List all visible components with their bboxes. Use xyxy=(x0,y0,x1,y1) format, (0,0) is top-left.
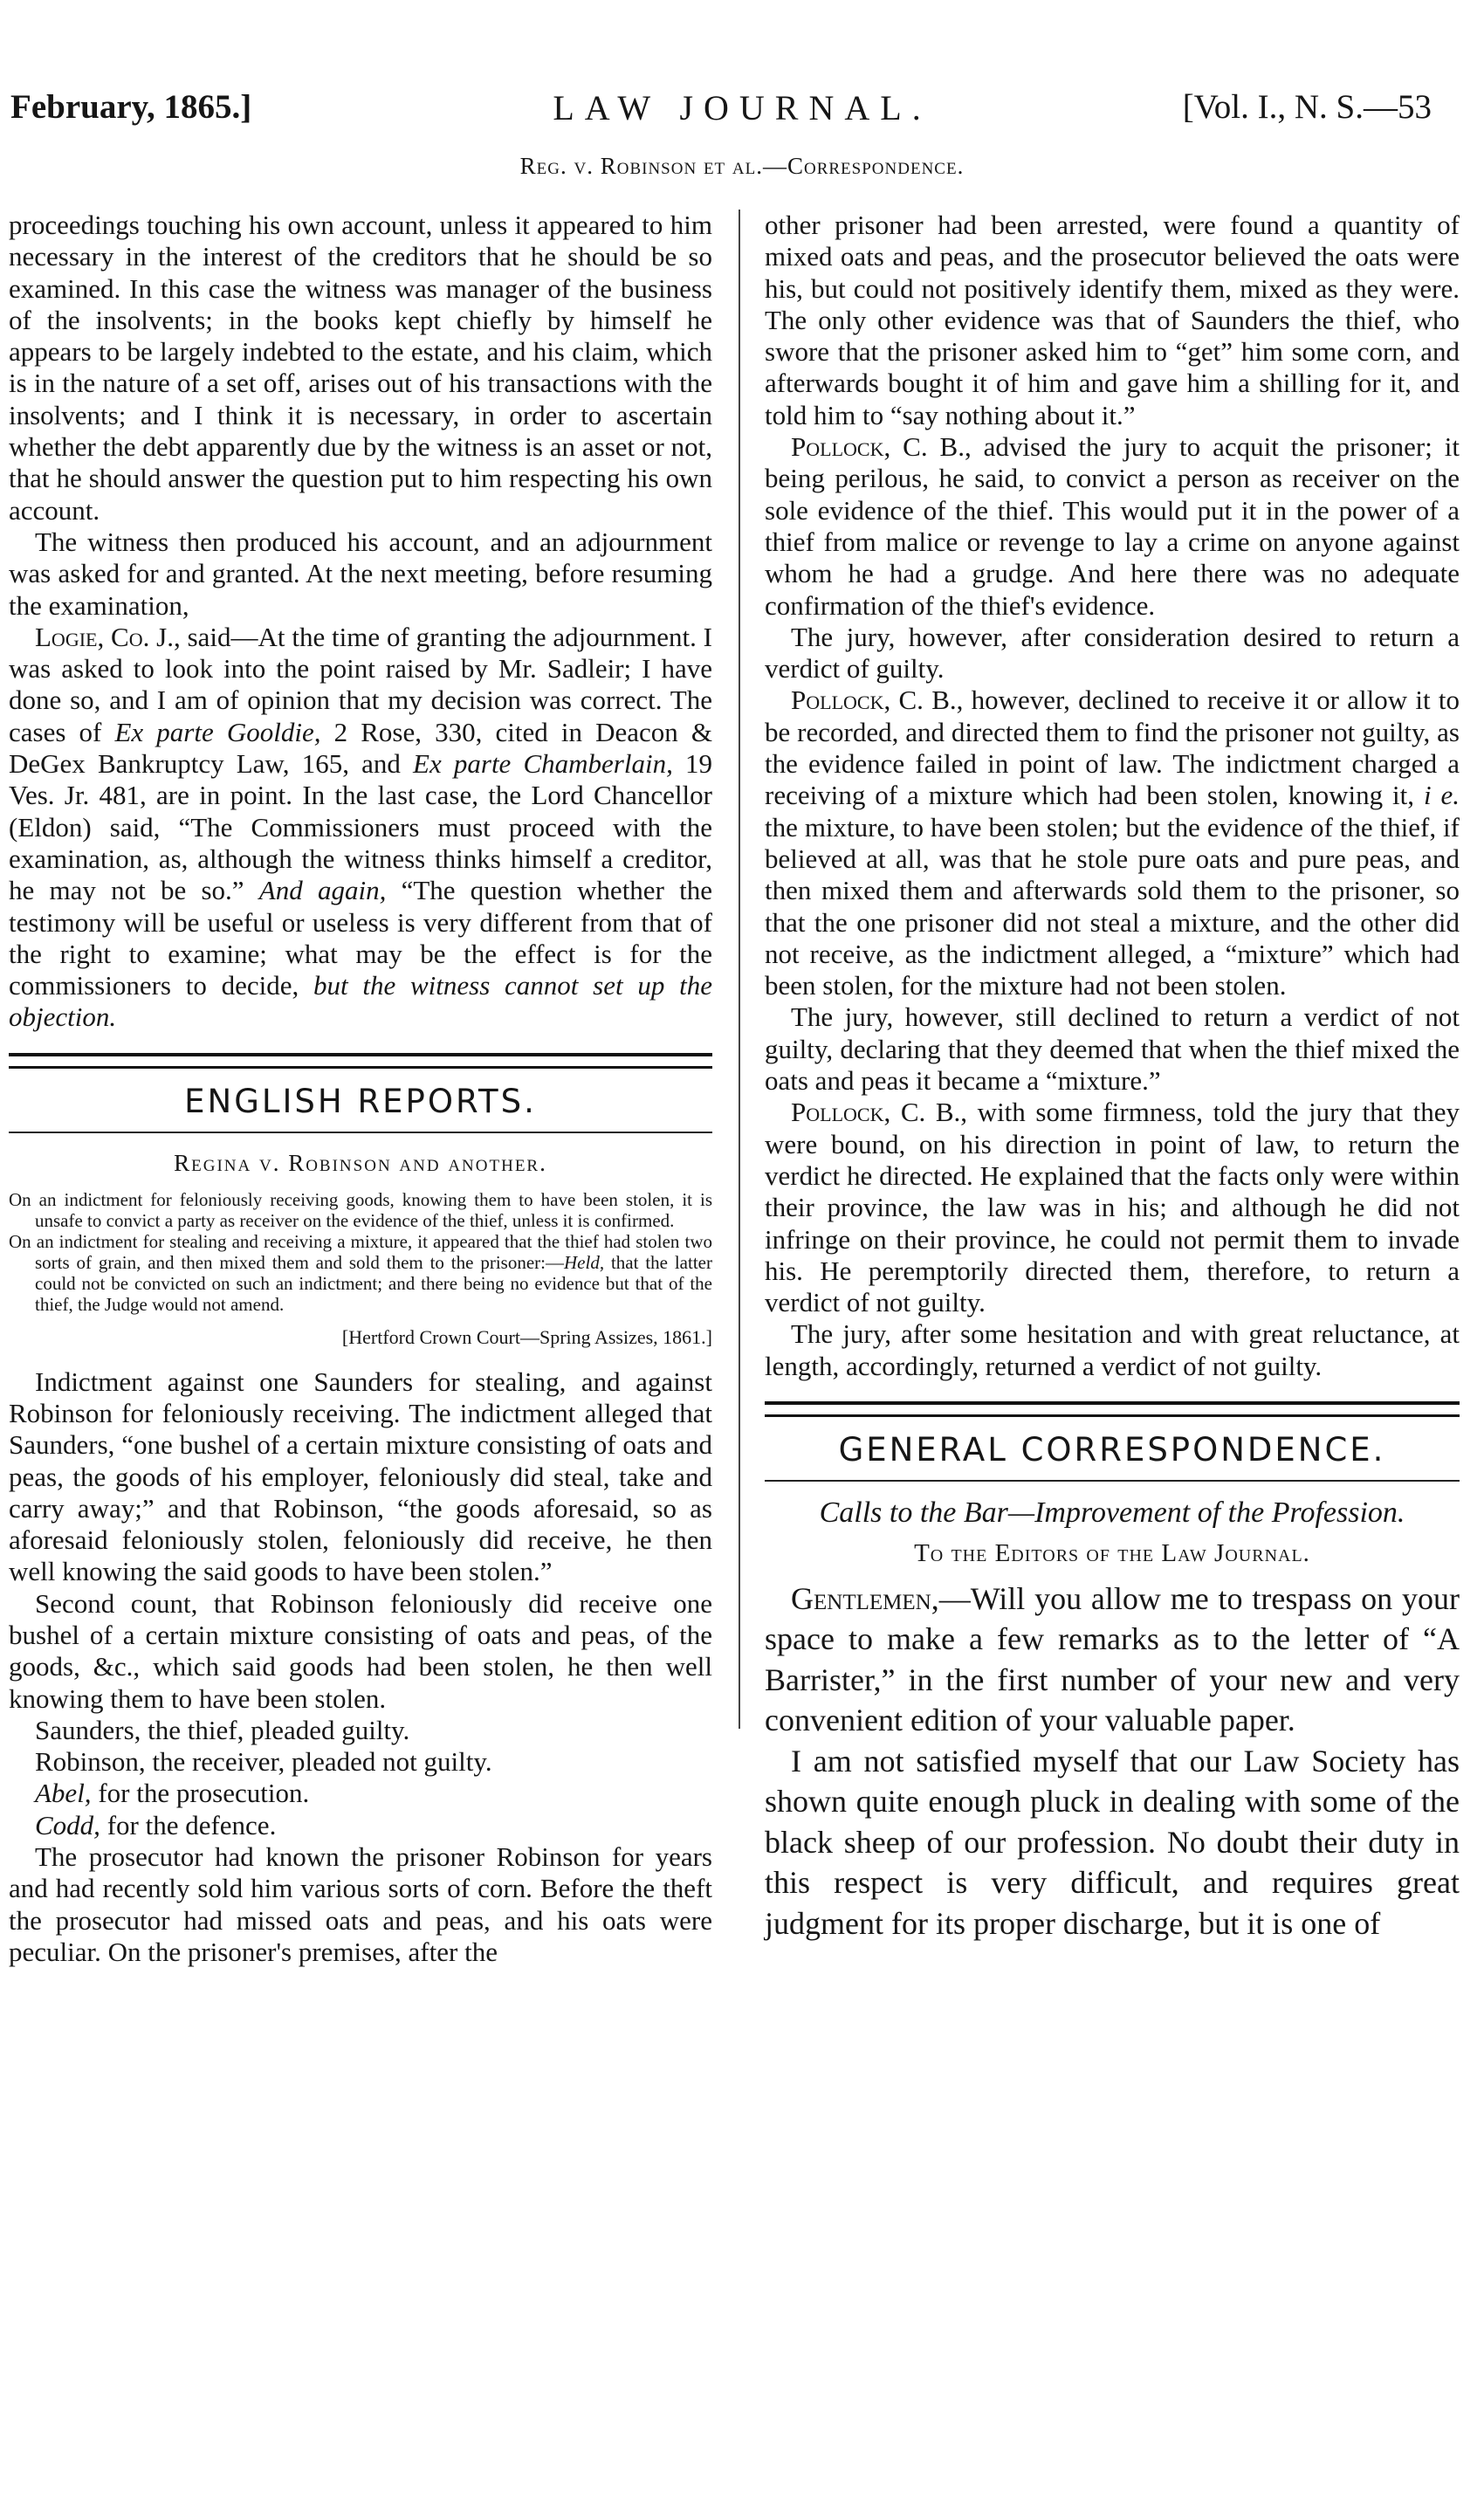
section-rule xyxy=(765,1401,1460,1417)
heading-rule xyxy=(765,1480,1460,1482)
running-title: Reg. v. Robinson et al.—Correspondence. xyxy=(519,153,965,179)
court-citation: [Hertford Crown Court—Spring Assizes, 1861.] xyxy=(341,1326,712,1349)
jury-paragraph: The jury, however, after consideration desired to return a verdict of guilty. xyxy=(765,621,1460,685)
plea-line: Saunders, the thief, pleaded guilty. xyxy=(35,1714,410,1745)
second-count-paragraph: Second count, that Robinson feloniously did receive one bushel of a certain mixture consisting of oats and peas, of the goods, &c., which said goods had been stolen, he then well knowing them to have been stolen. xyxy=(9,1587,712,1714)
continued-paragraph: proceedings touching his own account, unless it appeared to him necessary in the interest of the creditors that he should be so examined. In this case the witness was manager of the business of the insolvents; in the books kept chiefly by himself he appears to be largely indebted to the estate, and his claim, which is in the nature of a set off, arises out of his transactions with the insolvents; and I think it is necessary, in order to ascertain whether the debt apparently due by the witness is an asset or not, that he should answer the question put to him respecting his own account. xyxy=(9,210,712,526)
journal-title: LAW JOURNAL. xyxy=(553,88,931,127)
counsel-line: Abel, for the prosecution. xyxy=(35,1778,310,1809)
judge-name: Pollock, C. B., xyxy=(791,1097,968,1128)
judge-name: Logie, Co. J., xyxy=(35,621,181,652)
volume-page: [Vol. I., N. S.—53 xyxy=(1182,88,1432,126)
pollock-direction: Pollock, C. B., advised the jury to acquit the prisoner; it being perilous, he said, to convict a person as receiver on the sole evidence of the thief. This would put it in the power of a thief from malice or revenge to lay a crime on anyone against whom he had a grudge. And here there was no adequate confirmation of the thief's evidence. xyxy=(765,431,1460,621)
judge-name: Pollock, C. B., xyxy=(791,685,964,716)
adjournment-paragraph: The witness then produced his account, and an adjournment was asked for and granted. At the next meeting, before resuming the examination, xyxy=(9,526,712,621)
salutation: Gentlemen, xyxy=(791,1580,939,1616)
heading-rule xyxy=(9,1132,712,1133)
headnote: On an indictment for stealing and receiving a mixture, it appeared that the thief had stolen two sorts of grain, and then mixed them and sold them to the prisoner:—Held, that the latter could not be convicted on such an indictment; and there being no evidence but that of the thief, the Judge would not amend. xyxy=(9,1231,712,1316)
letter-paragraph: I am not satisfied myself that our Law Society has shown quite enough pluck in dealing with some of the black sheep of our profession. No doubt their duty in this respect is very difficult, and requires great judgment for its proper discharge, but it is one of xyxy=(765,1743,1460,1941)
column-divider xyxy=(739,210,740,1729)
logie-judgment: Logie, Co. J., said—At the time of granting the adjournment. I was asked to look into the point raised by Mr. Sadleir; I have done so, and I am of opinion that my decision was correct. The cases of Ex parte Gooldie, 2 Rose, 330, cited in Deacon & DeGex Bankruptcy Law, 165, and Ex parte Chamberlain, 19 Ves. Jr. 481, are in point. In the last case, the Lord Chancellor (Eldon) said, “The Commissioners must proceed with the examination, as, although the witness thinks himself a creditor, he may not be so.” And again, “The question whether the testimony will be useful or useless is very different from that of the right to examine; what may be the effect is for the commissioners to decide, but the witness cannot set up the objection. xyxy=(9,621,713,1033)
pollock-direction: Pollock, C. B., with some firmness, told the jury that they were bound, on his direction in point of law, to return the verdict he directed. He explained that the facts only were within their province, the law was in his; and although he did not infringe on their province, he could not permit them to invade his. He peremptorily directed them, therefore, to return a verdict of not guilty. xyxy=(765,1097,1460,1318)
prosecutor-paragraph: The prosecutor had known the prisoner Robinson for years and had recently sold him various sorts of corn. Before the theft the prosecutor had missed oats and peas, and his oats were peculiar. On the prisoner's premises, after the xyxy=(9,1841,712,1967)
section-rule xyxy=(9,1053,712,1069)
section-heading-english-reports: ENGLISH REPORTS. xyxy=(184,1082,537,1120)
continued-paragraph: other prisoner had been arrested, were found a quantity of mixed oats and peas, and the prosecutor believed the oats were his, but could not positively identify them, mixed as they were. The only other evidence was that of Saunders the thief, who swore that the prisoner asked him to “get” him some corn, and afterwards bought it of him and gave him a shilling for it, and told him to “say nothing about it.” xyxy=(765,210,1460,430)
jury-paragraph: The jury, however, still declined to return a verdict of not guilty, declaring that they deemed that when the thief mixed the oats and peas it became a “mixture.” xyxy=(765,1001,1460,1097)
issue-date: February, 1865.] xyxy=(10,88,252,126)
jury-paragraph: The jury, after some hesitation and with great reluctance, at length, accordingly, returned a verdict of not guilty. xyxy=(765,1318,1460,1381)
counsel-line: Codd, for the defence. xyxy=(35,1809,277,1840)
letter-addressee: To the Editors of the Law Journal. xyxy=(914,1539,1310,1568)
headnote: On an indictment for feloniously receiving goods, knowing them to have been stolen, it is unsafe to convict a party as receiver on the evidence of the thief, unless it is confirmed. xyxy=(9,1189,712,1232)
letter-paragraph: Gentlemen,—Will you allow me to trespass on your space to make a few remarks as to the letter of “A Barrister,” in the first number of your new and very convenient edition of your valuable paper. xyxy=(765,1580,1460,1738)
indictment-paragraph: Indictment against one Saunders for stealing, and against Robinson for feloniously receiving. The indictment alleged that Saunders, “one bushel of a certain mixture consisting of oats and peas, the goods of his employer, feloniously did steal, take and carry away;” and that Robinson, “the goods aforesaid, so as aforesaid feloniously stolen, feloniously did receive, he then well knowing the said goods to have been stolen.” xyxy=(9,1366,712,1587)
right-column xyxy=(765,210,1460,1944)
page-header xyxy=(0,0,1484,131)
plea-line: Robinson, the receiver, pleaded not guilty. xyxy=(35,1746,492,1778)
judge-name: Pollock, C. B., xyxy=(791,431,972,463)
letter-title: Calls to the Bar—Improvement of the Profession. xyxy=(819,1496,1405,1530)
pollock-direction: Pollock, C. B., however, declined to receive it or allow it to be recorded, and directed them to find the prisoner not guilty, as the evidence failed in point of law. The indictment charged a receiving of a mixture which had been stolen, knowing it, i e. the mixture, to have been stolen; but the evidence of the thief, if believed at all, was that he stole pure oats and pure peas, and then mixed them and afterwards sold them to the prisoner, so that the one prisoner did not steal a mixture, and the other did not receive, as the indictment alleged, a “mixture” which had been stolen, for the mixture had not been stolen. xyxy=(765,685,1460,1001)
case-citation: Ex parte Gooldie, xyxy=(114,716,321,747)
case-title: Regina v. Robinson and another. xyxy=(174,1150,547,1177)
left-column xyxy=(9,210,712,1968)
case-citation: Ex parte Chamberlain, xyxy=(413,748,673,780)
section-heading-general-correspondence: GENERAL CORRESPONDENCE. xyxy=(838,1430,1386,1469)
